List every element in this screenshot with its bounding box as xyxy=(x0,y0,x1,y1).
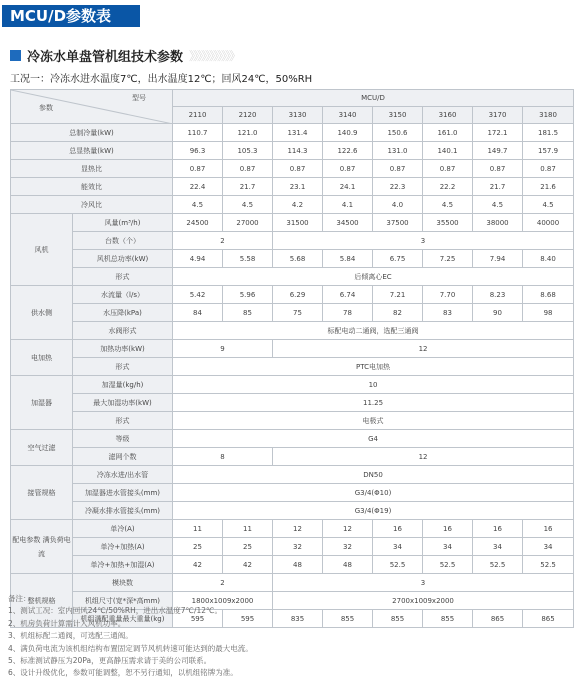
value-cell: 12 xyxy=(273,340,574,358)
row-label: 加湿量(kg/h) xyxy=(73,376,173,394)
section-header xyxy=(10,45,330,65)
section-title: 冷冻水单盘管机组技术参数 xyxy=(27,49,184,65)
value-cell: 21.7 xyxy=(223,178,273,196)
table-row xyxy=(11,214,574,232)
value-cell: 4.2 xyxy=(273,196,323,214)
value-cell: 34 xyxy=(473,538,523,556)
value-cell: 35500 xyxy=(423,214,473,232)
value-cell: 7.70 xyxy=(423,286,473,304)
row-label: 冷风比 xyxy=(11,196,173,214)
value-cell: PTC电加热 xyxy=(173,358,574,376)
diagonal-divider xyxy=(11,90,173,124)
value-cell: 32 xyxy=(323,538,373,556)
chevron-decoration-icon: 》》》》》》》》》》》 xyxy=(189,48,240,63)
row-label: 水流量（l/s） xyxy=(73,286,173,304)
group-label: 供水侧 xyxy=(11,286,73,340)
value-cell: 865 xyxy=(523,610,574,628)
row-label: 形式 xyxy=(73,268,173,286)
group-label: 空气过滤 xyxy=(11,430,73,466)
table-row xyxy=(11,574,574,592)
spec-table xyxy=(10,89,574,628)
value-cell: 10 xyxy=(173,376,574,394)
value-cell: 38000 xyxy=(473,214,523,232)
value-cell: 3 xyxy=(273,574,574,592)
value-cell: 27000 xyxy=(223,214,273,232)
value-cell: 37500 xyxy=(373,214,423,232)
value-cell: 595 xyxy=(223,610,273,628)
table-row xyxy=(11,250,574,268)
table-row xyxy=(11,448,574,466)
model-header-cell: 2110 xyxy=(173,107,223,124)
value-cell: 7.25 xyxy=(423,250,473,268)
value-cell: 161.0 xyxy=(423,124,473,142)
row-label: 最大加湿功率(kW) xyxy=(73,394,173,412)
value-cell: 122.6 xyxy=(323,142,373,160)
value-cell: 42 xyxy=(223,556,273,574)
model-header-cell: 2120 xyxy=(223,107,273,124)
value-cell: 48 xyxy=(323,556,373,574)
value-cell: G3/4(Φ19) xyxy=(173,502,574,520)
value-cell: 140.9 xyxy=(323,124,373,142)
value-cell: 0.87 xyxy=(473,160,523,178)
value-cell: DN50 xyxy=(173,466,574,484)
row-label: 台数（个） xyxy=(73,232,173,250)
value-cell: 16 xyxy=(373,520,423,538)
table-corner-cell xyxy=(11,90,173,124)
row-label: 机组尺寸(宽*深*高mm) xyxy=(73,592,173,610)
value-cell: 5.58 xyxy=(223,250,273,268)
value-cell: 34 xyxy=(423,538,473,556)
value-cell: 5.96 xyxy=(223,286,273,304)
group-label: 电加热 xyxy=(11,340,73,376)
note-line: 5、标准测试静压为20Pa，更高静压需求请于美的公司联系。 xyxy=(8,656,212,666)
group-label: 整机规格 xyxy=(11,574,73,628)
corner-param-label: 参数 xyxy=(39,104,53,112)
value-cell: 7.21 xyxy=(373,286,423,304)
row-label: 总制冷量(kW) xyxy=(11,124,173,142)
group-label: 接管规格 xyxy=(11,466,73,520)
value-cell: 0.87 xyxy=(423,160,473,178)
value-cell: G3/4(Φ10) xyxy=(173,484,574,502)
value-cell: 6.29 xyxy=(273,286,323,304)
group-label: 风机 xyxy=(11,214,73,286)
value-cell: 5.68 xyxy=(273,250,323,268)
value-cell: 2 xyxy=(173,574,273,592)
value-cell: 52.5 xyxy=(373,556,423,574)
value-cell: 2 xyxy=(173,232,273,250)
note-line: 6、设计升级优化，参数可能调整，恕不另行通知，以机组铭牌为准。 xyxy=(8,668,238,678)
value-cell: 0.87 xyxy=(223,160,273,178)
row-label: 加湿器进水管接头(mm) xyxy=(73,484,173,502)
value-cell: 52.5 xyxy=(523,556,574,574)
table-row xyxy=(11,520,574,538)
value-cell: 34 xyxy=(523,538,574,556)
value-cell: 4.5 xyxy=(523,196,574,214)
value-cell: 11 xyxy=(223,520,273,538)
table-row xyxy=(11,160,574,178)
corner-model-label: 型号 xyxy=(132,94,146,102)
table-row xyxy=(11,304,574,322)
notes xyxy=(8,593,253,680)
value-cell: 21.7 xyxy=(473,178,523,196)
value-cell: 85 xyxy=(223,304,273,322)
table-row xyxy=(11,322,574,340)
value-cell: 98 xyxy=(523,304,574,322)
value-cell: 8 xyxy=(173,448,273,466)
value-cell: 16 xyxy=(423,520,473,538)
model-header-cell: 3140 xyxy=(323,107,373,124)
table-row xyxy=(11,340,574,358)
value-cell: 181.5 xyxy=(523,124,574,142)
row-label: 风量(m³/h) xyxy=(73,214,173,232)
row-label: 单冷(A) xyxy=(73,520,173,538)
value-cell: 0.87 xyxy=(323,160,373,178)
value-cell: 34500 xyxy=(323,214,373,232)
value-cell: 25 xyxy=(173,538,223,556)
value-cell: 131.0 xyxy=(373,142,423,160)
table-row xyxy=(11,412,574,430)
value-cell: 855 xyxy=(373,610,423,628)
value-cell: 131.4 xyxy=(273,124,323,142)
value-cell: 22.4 xyxy=(173,178,223,196)
value-cell: 16 xyxy=(473,520,523,538)
table-row xyxy=(11,142,574,160)
value-cell: 2700x1009x2000 xyxy=(273,592,574,610)
value-cell: 84 xyxy=(173,304,223,322)
value-cell: 96.3 xyxy=(173,142,223,160)
value-cell: 24.1 xyxy=(323,178,373,196)
model-header-cell: 3170 xyxy=(473,107,523,124)
value-cell: 121.0 xyxy=(223,124,273,142)
value-cell: 12 xyxy=(323,520,373,538)
value-cell: 3 xyxy=(273,232,574,250)
model-header-cell: 3130 xyxy=(273,107,323,124)
value-cell: 855 xyxy=(423,610,473,628)
value-cell: 835 xyxy=(273,610,323,628)
section-marker xyxy=(10,50,21,61)
value-cell: G4 xyxy=(173,430,574,448)
value-cell: 4.0 xyxy=(373,196,423,214)
row-label: 加热功率(kW) xyxy=(73,340,173,358)
value-cell: 0.87 xyxy=(523,160,574,178)
row-label: 形式 xyxy=(73,358,173,376)
row-label: 总显热量(kW) xyxy=(11,142,173,160)
value-cell: 6.74 xyxy=(323,286,373,304)
value-cell: 1800x1009x2000 xyxy=(173,592,273,610)
group-label: 加湿器 xyxy=(11,376,73,430)
model-header-cell: 3160 xyxy=(423,107,473,124)
row-label: 单冷+加热+加湿(A) xyxy=(73,556,173,574)
value-cell: 52.5 xyxy=(473,556,523,574)
value-cell: 24500 xyxy=(173,214,223,232)
row-label: 水阀形式 xyxy=(73,322,173,340)
value-cell: 855 xyxy=(323,610,373,628)
value-cell: 电极式 xyxy=(173,412,574,430)
value-cell: 8.40 xyxy=(523,250,574,268)
row-label: 水压降(kPa) xyxy=(73,304,173,322)
row-label: 能效比 xyxy=(11,178,173,196)
row-label: 形式 xyxy=(73,412,173,430)
value-cell: 48 xyxy=(273,556,323,574)
value-cell: 8.23 xyxy=(473,286,523,304)
value-cell: 172.1 xyxy=(473,124,523,142)
note-line: 3、机组标配二通阀，可选配三通阀。 xyxy=(8,631,133,641)
value-cell: 83 xyxy=(423,304,473,322)
note-line: 2、机房负荷计算需计入风机功率。 xyxy=(8,618,126,628)
value-cell: 42 xyxy=(173,556,223,574)
value-cell: 105.3 xyxy=(223,142,273,160)
row-label: 等级 xyxy=(73,430,173,448)
table-row xyxy=(11,124,574,142)
value-cell: 12 xyxy=(273,448,574,466)
value-cell: 4.5 xyxy=(223,196,273,214)
value-cell: 150.6 xyxy=(373,124,423,142)
value-cell: 21.6 xyxy=(523,178,574,196)
value-cell: 52.5 xyxy=(423,556,473,574)
value-cell: 40000 xyxy=(523,214,574,232)
table-row xyxy=(11,502,574,520)
note-line: 1、测试工况：室内回风24℃/50%RH，进出水温度7℃/12℃。 xyxy=(8,606,222,616)
table-row xyxy=(11,232,574,250)
value-cell: 32 xyxy=(273,538,323,556)
value-cell: 140.1 xyxy=(423,142,473,160)
value-cell: 4.5 xyxy=(173,196,223,214)
value-cell: 31500 xyxy=(273,214,323,232)
value-cell: 0.87 xyxy=(273,160,323,178)
value-cell: 110.7 xyxy=(173,124,223,142)
value-cell: 75 xyxy=(273,304,323,322)
test-condition: 工况一：冷冻水进水温度7℃，出水温度12℃；回风24℃，50%RH xyxy=(10,74,313,85)
value-cell: 595 xyxy=(173,610,223,628)
value-cell: 9 xyxy=(173,340,273,358)
value-cell: 90 xyxy=(473,304,523,322)
value-cell: 标配电动二通阀，选配三通阀 xyxy=(173,322,574,340)
value-cell: 23.1 xyxy=(273,178,323,196)
value-cell: 22.2 xyxy=(423,178,473,196)
table-row xyxy=(11,376,574,394)
table-row xyxy=(11,556,574,574)
value-cell: 34 xyxy=(373,538,423,556)
value-cell: 后倾离心EC xyxy=(173,268,574,286)
value-cell: 82 xyxy=(373,304,423,322)
model-header-cell: 3150 xyxy=(373,107,423,124)
value-cell: 16 xyxy=(523,520,574,538)
row-label: 冷冻水进/出水管 xyxy=(73,466,173,484)
value-cell: 5.84 xyxy=(323,250,373,268)
value-cell: 4.94 xyxy=(173,250,223,268)
value-cell: 78 xyxy=(323,304,373,322)
table-row xyxy=(11,430,574,448)
value-cell: 149.7 xyxy=(473,142,523,160)
table-row xyxy=(11,358,574,376)
table-row xyxy=(11,178,574,196)
value-cell: 114.3 xyxy=(273,142,323,160)
note-line: 4、满负荷电流为该机组结构布置固定调节风机转速可能达到的最大电流。 xyxy=(8,643,253,653)
value-cell: 25 xyxy=(223,538,273,556)
table-row xyxy=(11,484,574,502)
row-label: 显热比 xyxy=(11,160,173,178)
value-cell: 11 xyxy=(173,520,223,538)
model-header-cell: 3180 xyxy=(523,107,574,124)
value-cell: 4.5 xyxy=(473,196,523,214)
note-line: 备注： xyxy=(8,594,31,603)
value-cell: 865 xyxy=(473,610,523,628)
value-cell: 4.5 xyxy=(423,196,473,214)
row-label: 风机总功率(kW) xyxy=(73,250,173,268)
row-label: 冷凝水排水管接头(mm) xyxy=(73,502,173,520)
row-label: 模块数 xyxy=(73,574,173,592)
value-cell: 0.87 xyxy=(373,160,423,178)
value-cell: 157.9 xyxy=(523,142,574,160)
value-cell: 4.1 xyxy=(323,196,373,214)
table-row xyxy=(11,268,574,286)
value-cell: 7.94 xyxy=(473,250,523,268)
page-title: MCU/D参数表 xyxy=(2,5,140,27)
table-row xyxy=(11,196,574,214)
value-cell: 6.75 xyxy=(373,250,423,268)
row-label: 滤网个数 xyxy=(73,448,173,466)
group-label: 配电参数 满负荷电流 xyxy=(11,520,73,574)
table-row xyxy=(11,394,574,412)
row-label: 机组满配重量最大重量(kg) xyxy=(73,610,173,628)
table-row xyxy=(11,466,574,484)
value-cell: 0.87 xyxy=(173,160,223,178)
series-header: MCU/D xyxy=(173,90,574,107)
value-cell: 11.25 xyxy=(173,394,574,412)
value-cell: 22.3 xyxy=(373,178,423,196)
value-cell: 12 xyxy=(273,520,323,538)
value-cell: 8.68 xyxy=(523,286,574,304)
value-cell: 5.42 xyxy=(173,286,223,304)
table-row xyxy=(11,286,574,304)
row-label: 单冷+加热(A) xyxy=(73,538,173,556)
table-header-row xyxy=(11,90,574,107)
table-row xyxy=(11,538,574,556)
